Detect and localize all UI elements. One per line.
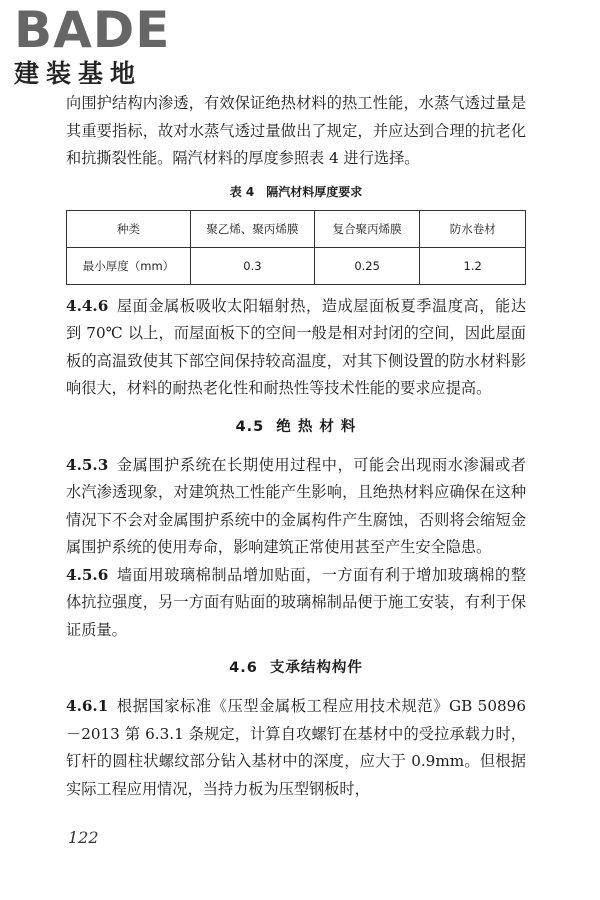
clause-number: 4.5.6 [66, 565, 109, 584]
clause-4-6-1 [66, 693, 526, 803]
clause-text: 根据国家标准《压型金属板工程应用技术规范》GB 50896－2013 第 6.3.1 条规定，计算自攻螺钉在基材中的受拉承载力时，钉杆的圆柱状螺纹部分钻入基材中的深度，应大于 0.9mm。但根据实际工程应用情况，当持力板为压型钢板时， [66, 697, 526, 798]
section-heading-4-5 [66, 415, 526, 436]
logo-wordmark: BADE [14, 1, 171, 59]
section-title: 支承结构构件 [269, 660, 363, 676]
table-header-cell: 种类 [67, 210, 191, 247]
clause-4-5-6 [66, 562, 526, 645]
clause-4-4-6 [66, 293, 526, 403]
table-cell: 1.2 [420, 247, 526, 284]
clause-text: 墙面用玻璃棉制品增加贴面，一方面有利于增加玻璃棉的整体抗拉强度，另一方面有贴面的玻璃棉制品便于施工安装，有利于保证质量。 [66, 565, 526, 639]
table-header-cell: 聚乙烯、聚丙烯膜 [190, 210, 314, 247]
clause-number: 4.6.1 [66, 697, 109, 715]
clause-number: 4.5.3 [66, 455, 109, 474]
table-row [67, 247, 526, 284]
logo-subtitle: 建装基地 [14, 59, 143, 88]
table-cell: 0.25 [314, 247, 420, 284]
clause-text: 金属围护系统在长期使用过程中，可能会出现雨水渗漏或者水汽渗透现象，对建筑热工性能产生影响，且绝热材料应确保在这种情况下不会对金属围护系统中的金属构件产生腐蚀，否则将会缩短金属围护系统的使用寿命，影响建筑正常使用甚至产生安全隐患。 [66, 455, 526, 556]
table-cell: 0.3 [190, 247, 314, 284]
table-header-cell: 复合聚丙烯膜 [314, 210, 420, 247]
table-header-row [67, 210, 526, 247]
section-title: 绝 热 材 料 [276, 418, 357, 435]
table-cell: 最小厚度（mm） [67, 247, 191, 284]
clause-text: 屋面金属板吸收太阳辐射热，造成屋面板夏季温度高，能达到 70℃ 以上，而屋面板下的空间一般是相对封闭的空间，因此屋面板的高温致使其下部空间保持较高温度，对其下侧设置的防水材料影响很大，材料的耐热老化性和耐热性等技术性能的要求应提高。 [66, 296, 526, 397]
section-heading-4-6 [66, 656, 526, 677]
page-body [66, 90, 526, 803]
intro-paragraph: 向围护结构内渗透，有效保证绝热材料的热工性能，水蒸气透过量是其重要指标，故对水蒸气透过量做出了规定，并应达到合理的抗老化和抗撕裂性能。隔汽材料的厚度参照表 4 进行选择。 [66, 94, 526, 167]
brand-logo [14, 1, 184, 88]
thickness-table [66, 210, 526, 285]
section-number: 4.6 [229, 660, 258, 676]
clause-4-5-3 [66, 452, 526, 562]
page-number: 122 [68, 828, 99, 847]
table-header-cell: 防水卷材 [420, 210, 526, 247]
table-caption: 表 4 隔汽材料厚度要求 [229, 184, 363, 199]
clause-number: 4.4.6 [66, 296, 109, 315]
section-number: 4.5 [235, 418, 265, 435]
